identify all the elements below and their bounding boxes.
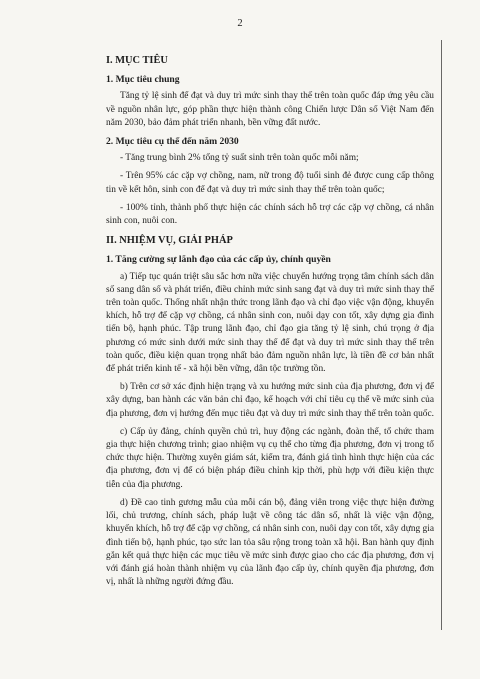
subheading-leadership: 1. Tăng cường sự lãnh đạo của các cấp ủy, chính quyền [106, 254, 331, 266]
paragraph-c: c) Cấp ủy đảng, chính quyền chủ trì, huy động các ngành, đoàn thể, tổ chức tham gia thực hiện chương trình; giao nhiệm vụ cụ thể cho từng địa phương, đơn vị trong tổ chức thực hiện. Thường xuyên giám sát, kiểm tra, đánh giá tình hình thực hiện của các địa phương, đơn vị để có biện pháp điều chỉnh kịp thời, phù hợp với điều kiện thực tiễn của địa phương. [106, 426, 434, 490]
page-number: 2 [237, 18, 243, 29]
document-body [106, 48, 434, 594]
section-heading-tasks: II. NHIỆM VỤ, GIẢI PHÁP [106, 235, 233, 247]
goal-bullet: - Tăng trung bình 2% tổng tỷ suất sinh trên toàn quốc mỗi năm; [120, 153, 359, 164]
subheading-general-goal: 1. Mục tiêu chung [106, 74, 180, 86]
goal-bullet: - Trên 95% các cặp vợ chồng, nam, nữ trong độ tuổi sinh đẻ được cung cấp thông tin về kết hôn, sinh con để đạt và duy trì mức sinh thay thế trên toàn quốc; [106, 171, 434, 195]
scan-edge-line [441, 40, 442, 630]
paragraph-b: b) Trên cơ sở xác định hiện trạng và xu hướng mức sinh của địa phương, đơn vị để xây dựng, ban hành các văn bản chỉ đạo, kế hoạch với chỉ tiêu cụ thể về mức sinh của địa phương, đơn vị hướng đến mục tiêu đạt và duy trì mức sinh thay thế trên toàn quốc. [106, 382, 434, 419]
paragraph-a: a) Tiếp tục quán triệt sâu sắc hơn nữa việc chuyển hướng trọng tâm chính sách dân số sang dân số và phát triển, điều chỉnh mức sinh sang đạt và duy trì mức sinh thay thế trên toàn quốc. Thống nhất nhận thức trong lãnh đạo và chỉ đạo việc vận động, khuyến khích, hỗ trợ để cặp vợ chồng, cá nhân sinh con, nuôi dạy con tốt, xây dựng gia đình tiến bộ, hạnh phúc. Tập trung lãnh đạo, chỉ đạo gia tăng tỷ lệ sinh, chú trọng ở địa phương có mức sinh dưới mức sinh thay thế để đạt và duy trì mức sinh thay thế trên toàn quốc, điều kiện quan trọng nhất bảo đảm nguồn nhân lực, là tiền đề cơ bản nhất để phát triển kinh tế - xã hội bền vững, dân tộc trường tồn. [106, 271, 434, 375]
subheading-specific-goals: 2. Mục tiêu cụ thể đến năm 2030 [106, 136, 239, 148]
paragraph-general-goal: Tăng tỷ lệ sinh để đạt và duy trì mức sinh thay thế trên toàn quốc đáp ứng yêu cầu về nguồn nhân lực, góp phần thực hiện thành công Chiến lược Dân số Việt Nam đến năm 2030, bảo đảm phát triển nhanh, bền vững đất nước. [106, 91, 434, 128]
section-heading-goals: I. MỤC TIÊU [106, 55, 168, 66]
goal-bullet: - 100% tỉnh, thành phố thực hiện các chính sách hỗ trợ các cặp vợ chồng, cá nhân sinh con, nuôi con. [106, 202, 434, 227]
paragraph-d: d) Đề cao tinh gương mẫu của mỗi cán bộ, đảng viên trong việc thực hiện đường lối, chủ trương, chính sách, pháp luật về công tác dân số, nhất là việc vận động, khuyến khích, hỗ trợ để cặp vợ chồng, cá nhân sinh con, nuôi dạy con tốt, xây dựng gia đình tiến bộ, hạnh phúc, tạo sức lan tỏa sâu rộng trong toàn xã hội. Ban hành quy định gắn kết quả thực hiện các mục tiêu về mức sinh được giao cho các địa phương, đơn vị với đánh giá hoàn thành nhiệm vụ của lãnh đạo cấp ủy, chính quyền địa phương, đơn vị, nhất là những người đứng đầu. [106, 497, 434, 588]
